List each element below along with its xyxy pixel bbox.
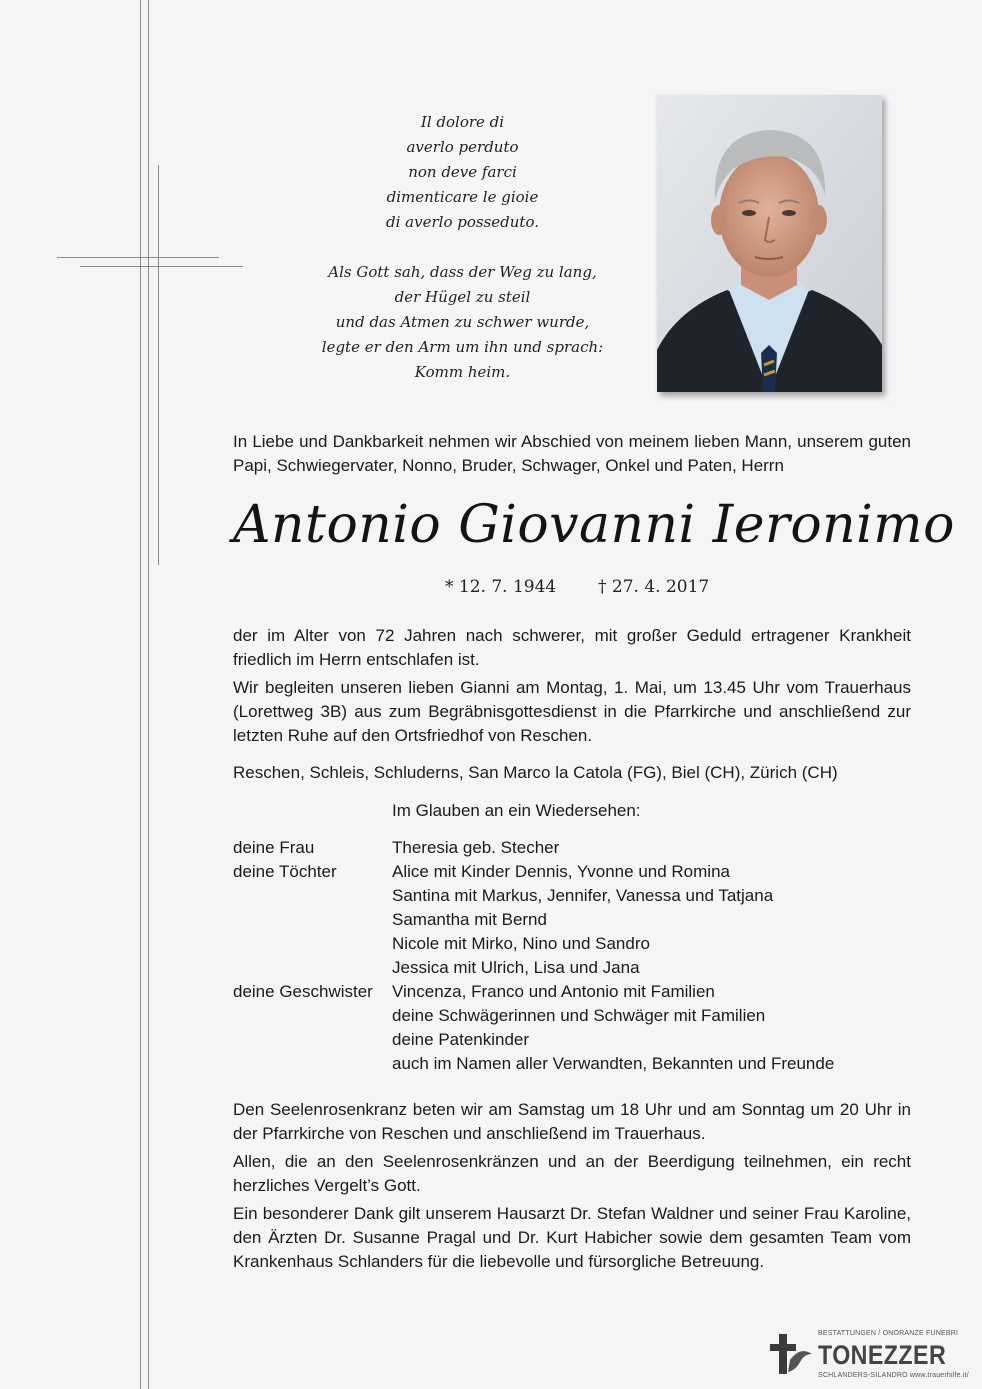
logo-bottom-text: SCHLANDERS-SILANDRO www.trauerhilfe.it/ <box>818 1372 969 1379</box>
cross-horizontal-bar-bottom <box>80 266 243 267</box>
poem-italian <box>300 110 625 235</box>
family-label <box>233 908 373 932</box>
rosary-text: Den Seelenrosenkranz beten wir am Samstag um 18 Uhr und am Sonntag um 20 Uhr in der Pfarrkirche von Reschen und anschließend im Trauerhaus. <box>233 1100 911 1143</box>
illness-text: der im Alter von 72 Jahren nach schwerer, mit großer Geduld ertragener Krankheit friedlich im Herrn entschlafen ist. <box>233 626 911 669</box>
frame-line-right <box>148 0 149 1389</box>
birth-date: * 12. 7. 1944 <box>445 577 557 597</box>
poem-german <box>300 260 625 385</box>
cross-logo-icon <box>770 1332 816 1378</box>
poem-line: legte er den Arm um ihn und sprach: <box>321 338 604 356</box>
family-label <box>233 956 373 980</box>
family-label: deine Geschwister <box>233 982 373 1001</box>
family-label <box>233 932 373 956</box>
family-label <box>233 1028 373 1052</box>
family-label <box>233 884 373 908</box>
death-date: † 27. 4. 2017 <box>598 577 710 597</box>
places-text: Reschen, Schleis, Schluderns, San Marco la Catola (FG), Biel (CH), Zürich (CH) <box>233 763 838 782</box>
poem-line: Komm heim. <box>414 363 511 381</box>
logo-name: TONEZZER <box>818 1340 947 1370</box>
poem-line: di averlo posseduto. <box>386 213 539 231</box>
family-name-line: Samantha mit Bernd <box>392 910 547 929</box>
funeral-text: Wir begleiten unseren lieben Gianni am Montag, 1. Mai, um 13.45 Uhr vom Trauerhaus (Lorettweg 3B) aus zum Begräbnisgottesdienst in die Pfarrkirche und anschließend zur letzten Ruhe auf den Ortsfriedhof von Reschen. <box>233 678 911 745</box>
family-name-line: Jessica mit Ulrich, Lisa und Jana <box>392 958 640 977</box>
cross-vertical-bar <box>158 165 159 565</box>
family-name-line: Vincenza, Franco und Antonio mit Familien <box>392 982 715 1001</box>
family-name-line: Nicole mit Mirko, Nino und Sandro <box>392 934 650 953</box>
family-name-line: Santina mit Markus, Jennifer, Vanessa und Tatjana <box>392 886 774 905</box>
family-label <box>233 1004 373 1028</box>
logo-top-text: BESTATTUNGEN / ONORANZE FUNEBRI <box>818 1330 959 1337</box>
poem-line: und das Atmen zu schwer wurde, <box>335 313 590 331</box>
poem-line: Als Gott sah, dass der Weg zu lang, <box>328 263 597 281</box>
poem-line: Il dolore di <box>420 113 505 131</box>
funeral-home-logo <box>770 1328 969 1384</box>
family-name-line: deine Schwägerinnen und Schwäger mit Familien <box>392 1006 766 1025</box>
family-label <box>233 1052 373 1076</box>
poem-line: non deve farci <box>408 163 517 181</box>
family-name-line: Theresia geb. Stecher <box>392 838 560 857</box>
cross-horizontal-bar-top <box>57 257 219 258</box>
family-label: deine Töchter <box>233 862 337 881</box>
family-name-line: Alice mit Kinder Dennis, Yvonne und Romina <box>392 862 730 881</box>
family-labels <box>233 836 373 1076</box>
family-label: deine Frau <box>233 838 315 857</box>
portrait-photo <box>657 95 882 392</box>
frame-line-left <box>140 0 141 1389</box>
intro-text: In Liebe und Dankbarkeit nehmen wir Abschied von meinem lieben Mann, unserem guten Papi, Schwiegervater, Nonno, Bruder, Schwager, Onkel und Paten, Herrn <box>233 432 911 475</box>
deceased-name: Antonio Giovanni Ieronimo <box>233 495 955 555</box>
family-name-line: deine Patenkinder <box>392 1030 530 1049</box>
poem-line: averlo perduto <box>406 138 519 156</box>
faith-line: Im Glauben an ein Wiedersehen: <box>392 801 641 820</box>
poem-line: dimenticare le gioie <box>386 188 539 206</box>
thanks-text: Allen, die an den Seelenrosenkränzen und an der Beerdigung teilnehmen, ein recht herzliches Vergelt’s Gott. <box>233 1152 911 1195</box>
special-thanks-text: Ein besonderer Dank gilt unserem Hausarzt Dr. Stefan Waldner und seiner Frau Karoline, den Ärzten Dr. Susanne Pragal und Dr. Kurt Habicher sowie dem gesamten Team vom Krankenhaus Schlanders für die liebevolle und fürsorgliche Betreuung. <box>233 1204 911 1271</box>
family-names <box>392 836 834 1076</box>
poem-line: der Hügel zu steil <box>394 288 531 306</box>
family-name-line: auch im Namen aller Verwandten, Bekannten und Freunde <box>392 1054 835 1073</box>
